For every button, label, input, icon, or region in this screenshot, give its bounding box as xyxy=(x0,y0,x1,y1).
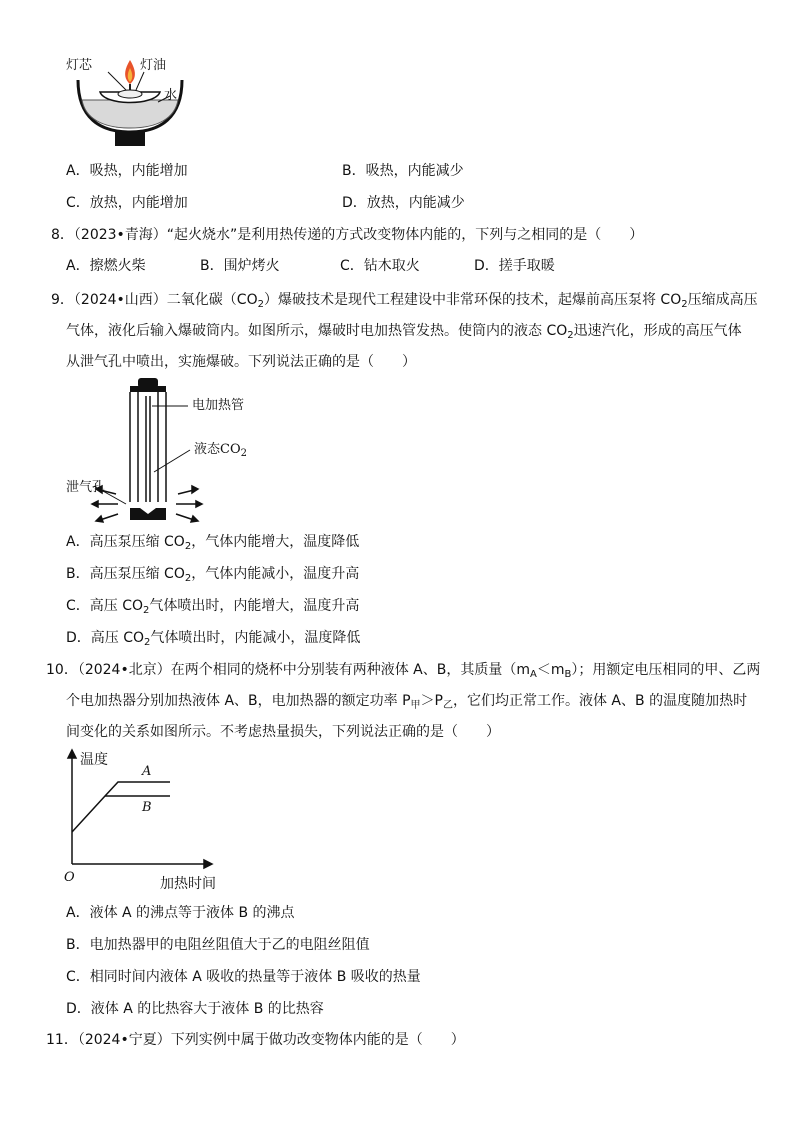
q8-stem: 8．（2023•青海）“起火烧水”是利用热传递的方式改变物体内能的，下列与之相同的是（ ） xyxy=(51,227,644,243)
q9-stem-line2: 气体，液化后输入爆破筒内。如图所示，爆破时电加热管发热。使筒内的液态 $CO_2$迅速汽化，形成的高压气体 xyxy=(66,323,742,341)
label-water: 水 xyxy=(164,88,178,103)
q10-option-a[interactable]: A．液体 A 的沸点等于液体 B 的沸点 xyxy=(66,905,295,921)
graph-origin: O xyxy=(64,870,75,885)
q9-stem-line1: 9．（2024•山西）二氧化碳$(CO_2)$爆破技术是现代工程建设中非常环保的技术，起爆前高压泵将 $CO_2$压缩成高压 xyxy=(51,292,758,310)
blasting-tube-figure xyxy=(60,374,320,524)
label-wick: 灯芯 xyxy=(66,58,93,73)
label-heater-tube: 电加热管 xyxy=(192,398,245,413)
q10-option-b[interactable]: B．电加热器甲的电阻丝阻值大于乙的电阻丝阻值 xyxy=(66,937,370,953)
q10-option-c[interactable]: C．相同时间内液体 A 吸收的热量等于液体 B 吸收的热量 xyxy=(66,969,421,985)
label-liquid-co2: 液态$CO_2$ xyxy=(194,442,247,459)
blasting-tube-diagram xyxy=(60,374,320,524)
temperature-time-graph xyxy=(60,746,240,894)
graph-label-b: B xyxy=(142,800,152,815)
graph-ylabel: 温度 xyxy=(80,752,108,768)
q7-option-a[interactable]: A．吸热，内能增加 xyxy=(66,163,188,179)
label-oil: 灯油 xyxy=(140,58,167,73)
q9-option-a[interactable]: A．高压泵压缩 $CO_2$，气体内能增大，温度降低 xyxy=(66,534,360,552)
q7-option-c[interactable]: C．放热，内能增加 xyxy=(66,195,188,211)
q7-option-d[interactable]: D．放热，内能减少 xyxy=(342,195,465,211)
graph-xlabel: 加热时间 xyxy=(160,876,216,892)
q8-option-b[interactable]: B．围炉烤火 xyxy=(200,258,280,274)
q8-option-d[interactable]: D．搓手取暖 xyxy=(474,258,555,274)
q11-stem: 11．（2024•宁夏）下列实例中属于做功改变物体内能的是（ ） xyxy=(46,1032,465,1048)
q8-option-a[interactable]: A．擦燃火柴 xyxy=(66,258,146,274)
q8-option-c[interactable]: C．钻木取火 xyxy=(340,258,420,274)
oil-lamp-figure xyxy=(60,50,200,150)
line-a xyxy=(72,782,170,832)
q9-option-b[interactable]: B．高压泵压缩 $CO_2$，气体内能减小，温度升高 xyxy=(66,566,360,584)
q10-stem-line1: 10．（2024•北京）在两个相同的烧杯中分别装有两种液体 A、B，其质量$(m_A<m_B)$；用额定电压相同的甲、乙两 xyxy=(46,662,761,680)
q9-option-d[interactable]: D．高压 $CO_2$气体喷出时，内能减小，温度降低 xyxy=(66,630,361,648)
q10-stem-line3: 间变化的关系如图所示。不考虑热量损失，下列说法正确的是（ ） xyxy=(66,724,500,740)
q10-option-d[interactable]: D．液体 A 的比热容大于液体 B 的比热容 xyxy=(66,1001,324,1017)
q10-stem-line2: 个电加热器分别加热液体 A、B，电加热器的额定功率 $P_甲>P_乙$，它们均正常工作。液体 A、B 的温度随加热时 xyxy=(66,693,748,711)
label-vent-hole: 泄气孔 xyxy=(66,480,106,495)
q7-option-b[interactable]: B．吸热，内能减少 xyxy=(342,163,464,179)
graph-label-a: A xyxy=(142,764,152,779)
q9-option-c[interactable]: C．高压 $CO_2$气体喷出时，内能增大，温度升高 xyxy=(66,598,360,616)
q9-stem-line3: 从泄气孔中喷出，实施爆破。下列说法正确的是（ ） xyxy=(66,354,416,370)
